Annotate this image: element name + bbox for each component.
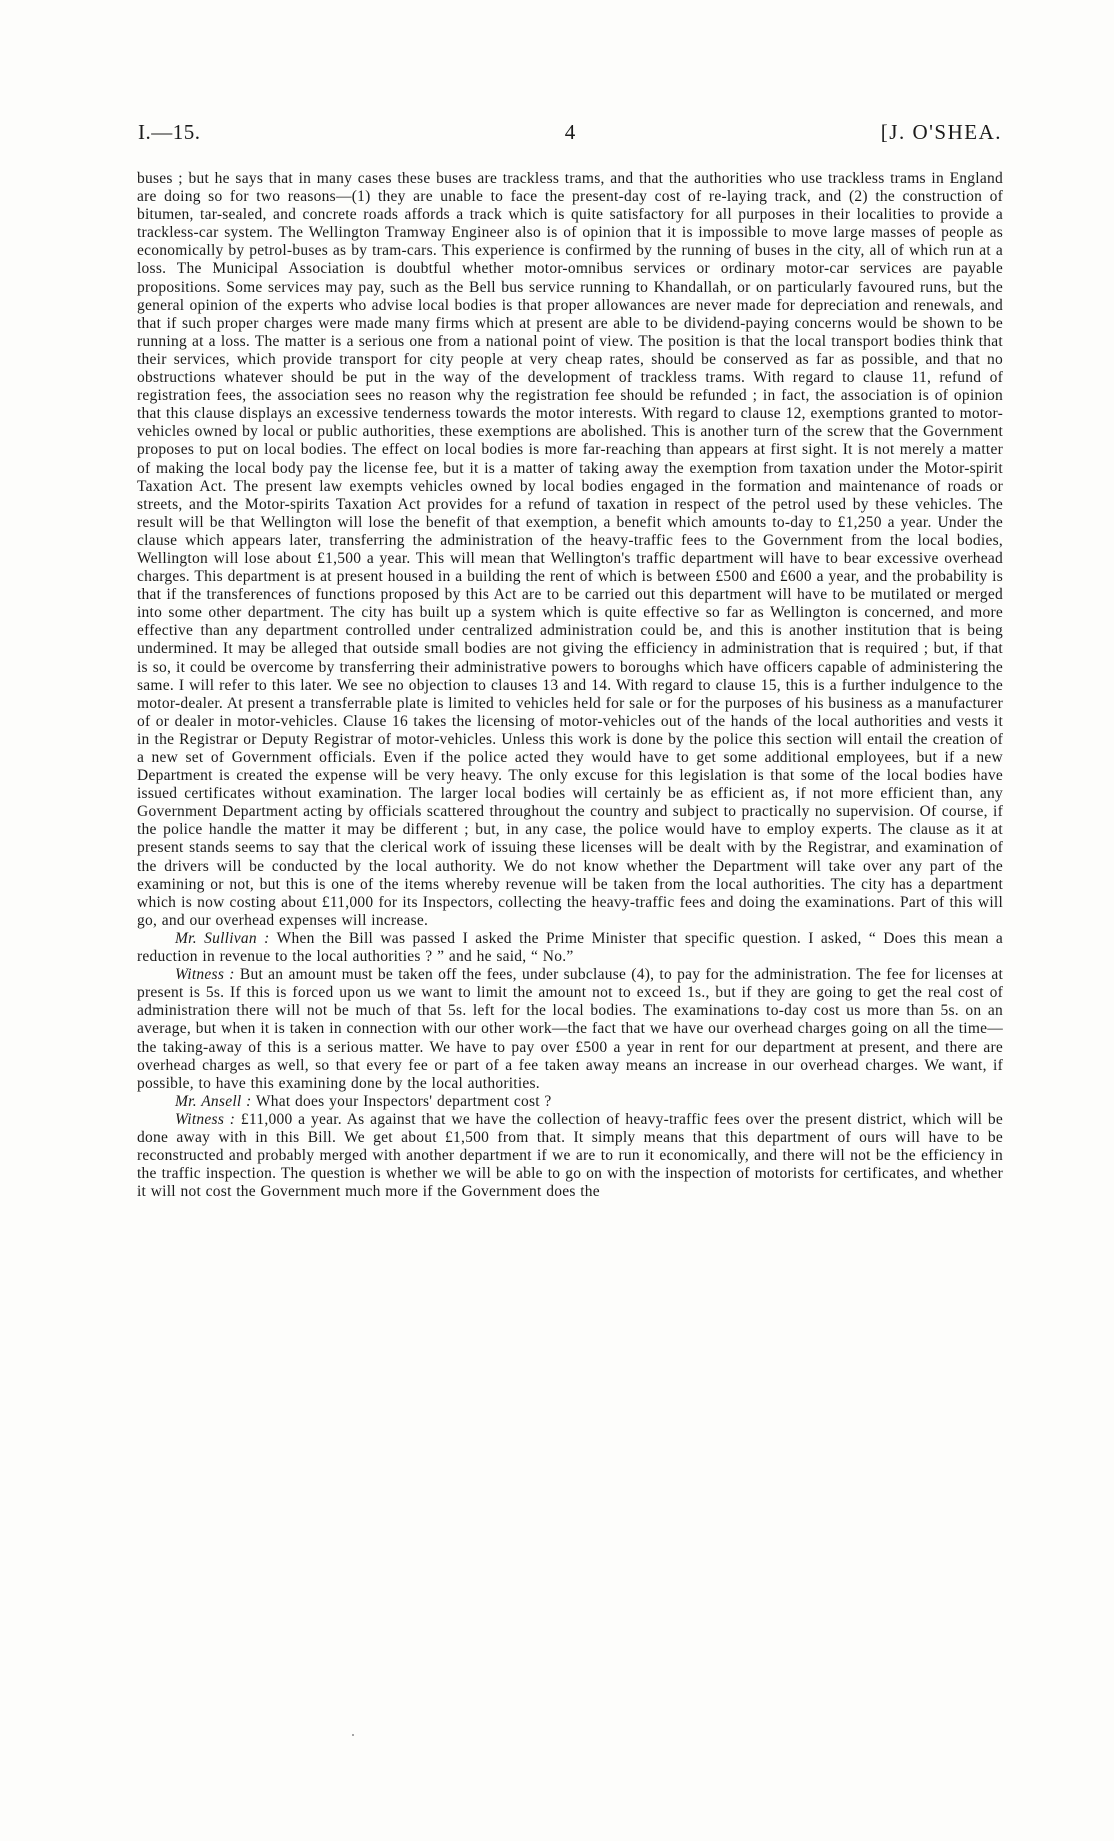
paragraph-text: What does your Inspectors' department cost ? (255, 1092, 552, 1110)
witness-name: [J. O'SHEA. (880, 120, 1002, 144)
document-reference: I.—15. (138, 120, 201, 144)
paragraph-text: buses ; but he says that in many cases these buses are trackless trams, and that the authorities who use trackless trams in England are doing so for two reasons—(1) they are unable to face the present-day cost of re-laying track, and (2) the construction of bitumen, tar-sealed, and concrete roads affords a track which is quite satisfactory for all purposes in their localities to provide a trackless-car system. The Wellington Tramway Engineer also is of opinion that it is impossible to move large masses of people as economically by petrol-buses as by tram-cars. This experience is confirmed by the running of buses in the city, all of which run at a loss. The Municipal Association is doubtful whether motor-omnibus services or ordinary motor-car services are payable propositions. Some services may pay, such as the Bell bus service running to Khandallah, or on particularly favoured runs, but the general opinion of the experts who advise local bodies is that proper allowances are never made for depreciation and renewals, and that if such proper charges were made many firms which at present are able to be dividend-paying concerns would be shown to be running at a loss. The matter is a serious one from a national point of view. The position is that the local transport bodies think that their services, which provide transport for city people at very cheap rates, should be conserved as far as possible, and that no obstructions whatever should be put in the way of the development of trackless trams. With regard to clause 11, refund of registration fees, the association sees no reason why the registration fee should be refunded ; in fact, the association is of opinion that this clause displays an excessive tenderness towards the motor interests. With regard to clause 12, exemptions granted to motor-vehicles owned by local or public authorities, these exemptions are abolished. This is another turn of the screw that the Government proposes to put on local bodies. The effect on local bodies is more far-reaching than appears at first sight. It is not merely a matter of making the local body pay the license fee, but it is a matter of taking away the exemption from taxation under the Motor-spirit Taxation Act. The present law exempts vehicles owned by local bodies engaged in the formation and maintenance of roads or streets, and the Motor-spirits Taxation Act provides for a refund of taxation in respect of the petrol used by these vehicles. The result will be that Wellington will lose the benefit of that exemption, a benefit which amounts to-day to £1,250 a year. Under the clause which appears later, transferring the administration of the heavy-traffic fees to the Government from the local bodies, Wellington will lose about £1,500 a year. This will mean that Wellington's traffic department will have to bear excessive overhead charges. This department is at present housed in a building the rent of which is between £500 and £600 a year, and the probability is that if the transferences of functions proposed by this Act are to be carried out this department will have to be mutilated or merged into some other department. The city has built up a system which is quite effective so far as Wellington is concerned, and more effective than any department controlled under centralized administration could be, and this is another institution that is being undermined. It may be alleged that outside small bodies are not giving the efficiency in administration that is required ; but, if that is so, it could be overcome by transferring their administrative powers to boroughs which have officers capable of administering the same. I will refer to this later. We see no objection to clauses 13 and 14. With regard to clause 15, this is a further indulgence to the motor-dealer. At present a transferrable plate is limited to vehicles held for sale or for the purposes of his business as a manufacturer of or dealer in motor-vehicles. Clause 16 takes the licensing of motor-vehicles out of the hands of the local authorities and vests it in the Registrar or Deputy Registrar of motor-vehicles. Unless this work is done by the police this section will entail the creation of a new set of Government officials. Even if the police acted they would have to get some additional employees, but if a new Department is created the expense will be very heavy. The only excuse for this legislation is that some of the local bodies have issued certificates without examination. The larger local bodies will certainly be as efficient as, if not more efficient than, any Government Department acting by officials scattered throughout the country and subject to practically no supervision. Of course, if the police handle the matter it may be different ; but, in any case, the police would have to employ experts. The clause as it at present stands seems to say that the clerical work of issuing these licenses will be dealt with by the Registrar, and examination of the drivers will be conducted by the local authority. We do not know whether the Department will take over any part of the examining or not, but this is one of the items whereby revenue will be taken from the local authorities. The city has a department which is now costing about £11,000 for its Inspectors, collecting the heavy-traffic fees and doing the examinations. Part of this will go, and our overhead expenses will increase. (137, 170, 1003, 929)
speaker-label: Witness : (175, 1110, 236, 1128)
print-speck (352, 1734, 354, 1736)
paragraph-evidence-continued (137, 170, 1003, 930)
paragraph-witness-1 (137, 966, 1003, 1093)
speaker-label: Witness : (175, 966, 235, 984)
page-number: 4 (564, 120, 576, 144)
speaker-label: Mr. Sullivan : (175, 929, 270, 947)
speaker-label: Mr. Ansell : (175, 1092, 252, 1110)
page-header (138, 120, 1002, 150)
paragraph-witness-2 (137, 1111, 1003, 1201)
paragraph-text: £11,000 a year. As against that we have the collection of heavy-traffic fees over the present district, which will be done away with in this Bill. We get about £1,500 from that. It simply means that this department of ours will have to be reconstructed and probably merged with another department if we are to run it economically, and there will not be the efficiency in the traffic inspection. The question is whether we will be able to go on with the inspection of motorists for certificates, and whether it will not cost the Government much more if the Government does the (137, 1110, 1004, 1201)
paragraph-text: When the Bill was passed I asked the Prime Minister that specific question. I asked, “ Does this mean a reduction in revenue to the local authorities ? ” and he said, “ No.” (137, 929, 1004, 966)
paragraph-text: But an amount must be taken off the fees, under subclause (4), to pay for the administration. The fee for licenses at present is 5s. If this is forced upon us we want to limit the amount not to exceed 1s., but if they are going to get the real cost of administration there will not be much of that 5s. left for the local bodies. The examinations to-day cost us more than 5s. on an average, but when it is taken in connection with our other work—the fact that we have our overhead charges going on all the time—the taking-away of this is a serious matter. We have to pay over £500 a year in rent for our department at present, and there are overhead charges as well, so that every fee or part of a fee taken away means an increase in our overhead charges. We want, if possible, to have this examining done by the local authorities. (137, 966, 1004, 1092)
body-text (137, 170, 1003, 1201)
paragraph-sullivan (137, 930, 1003, 966)
paragraph-ansell (137, 1093, 1003, 1111)
